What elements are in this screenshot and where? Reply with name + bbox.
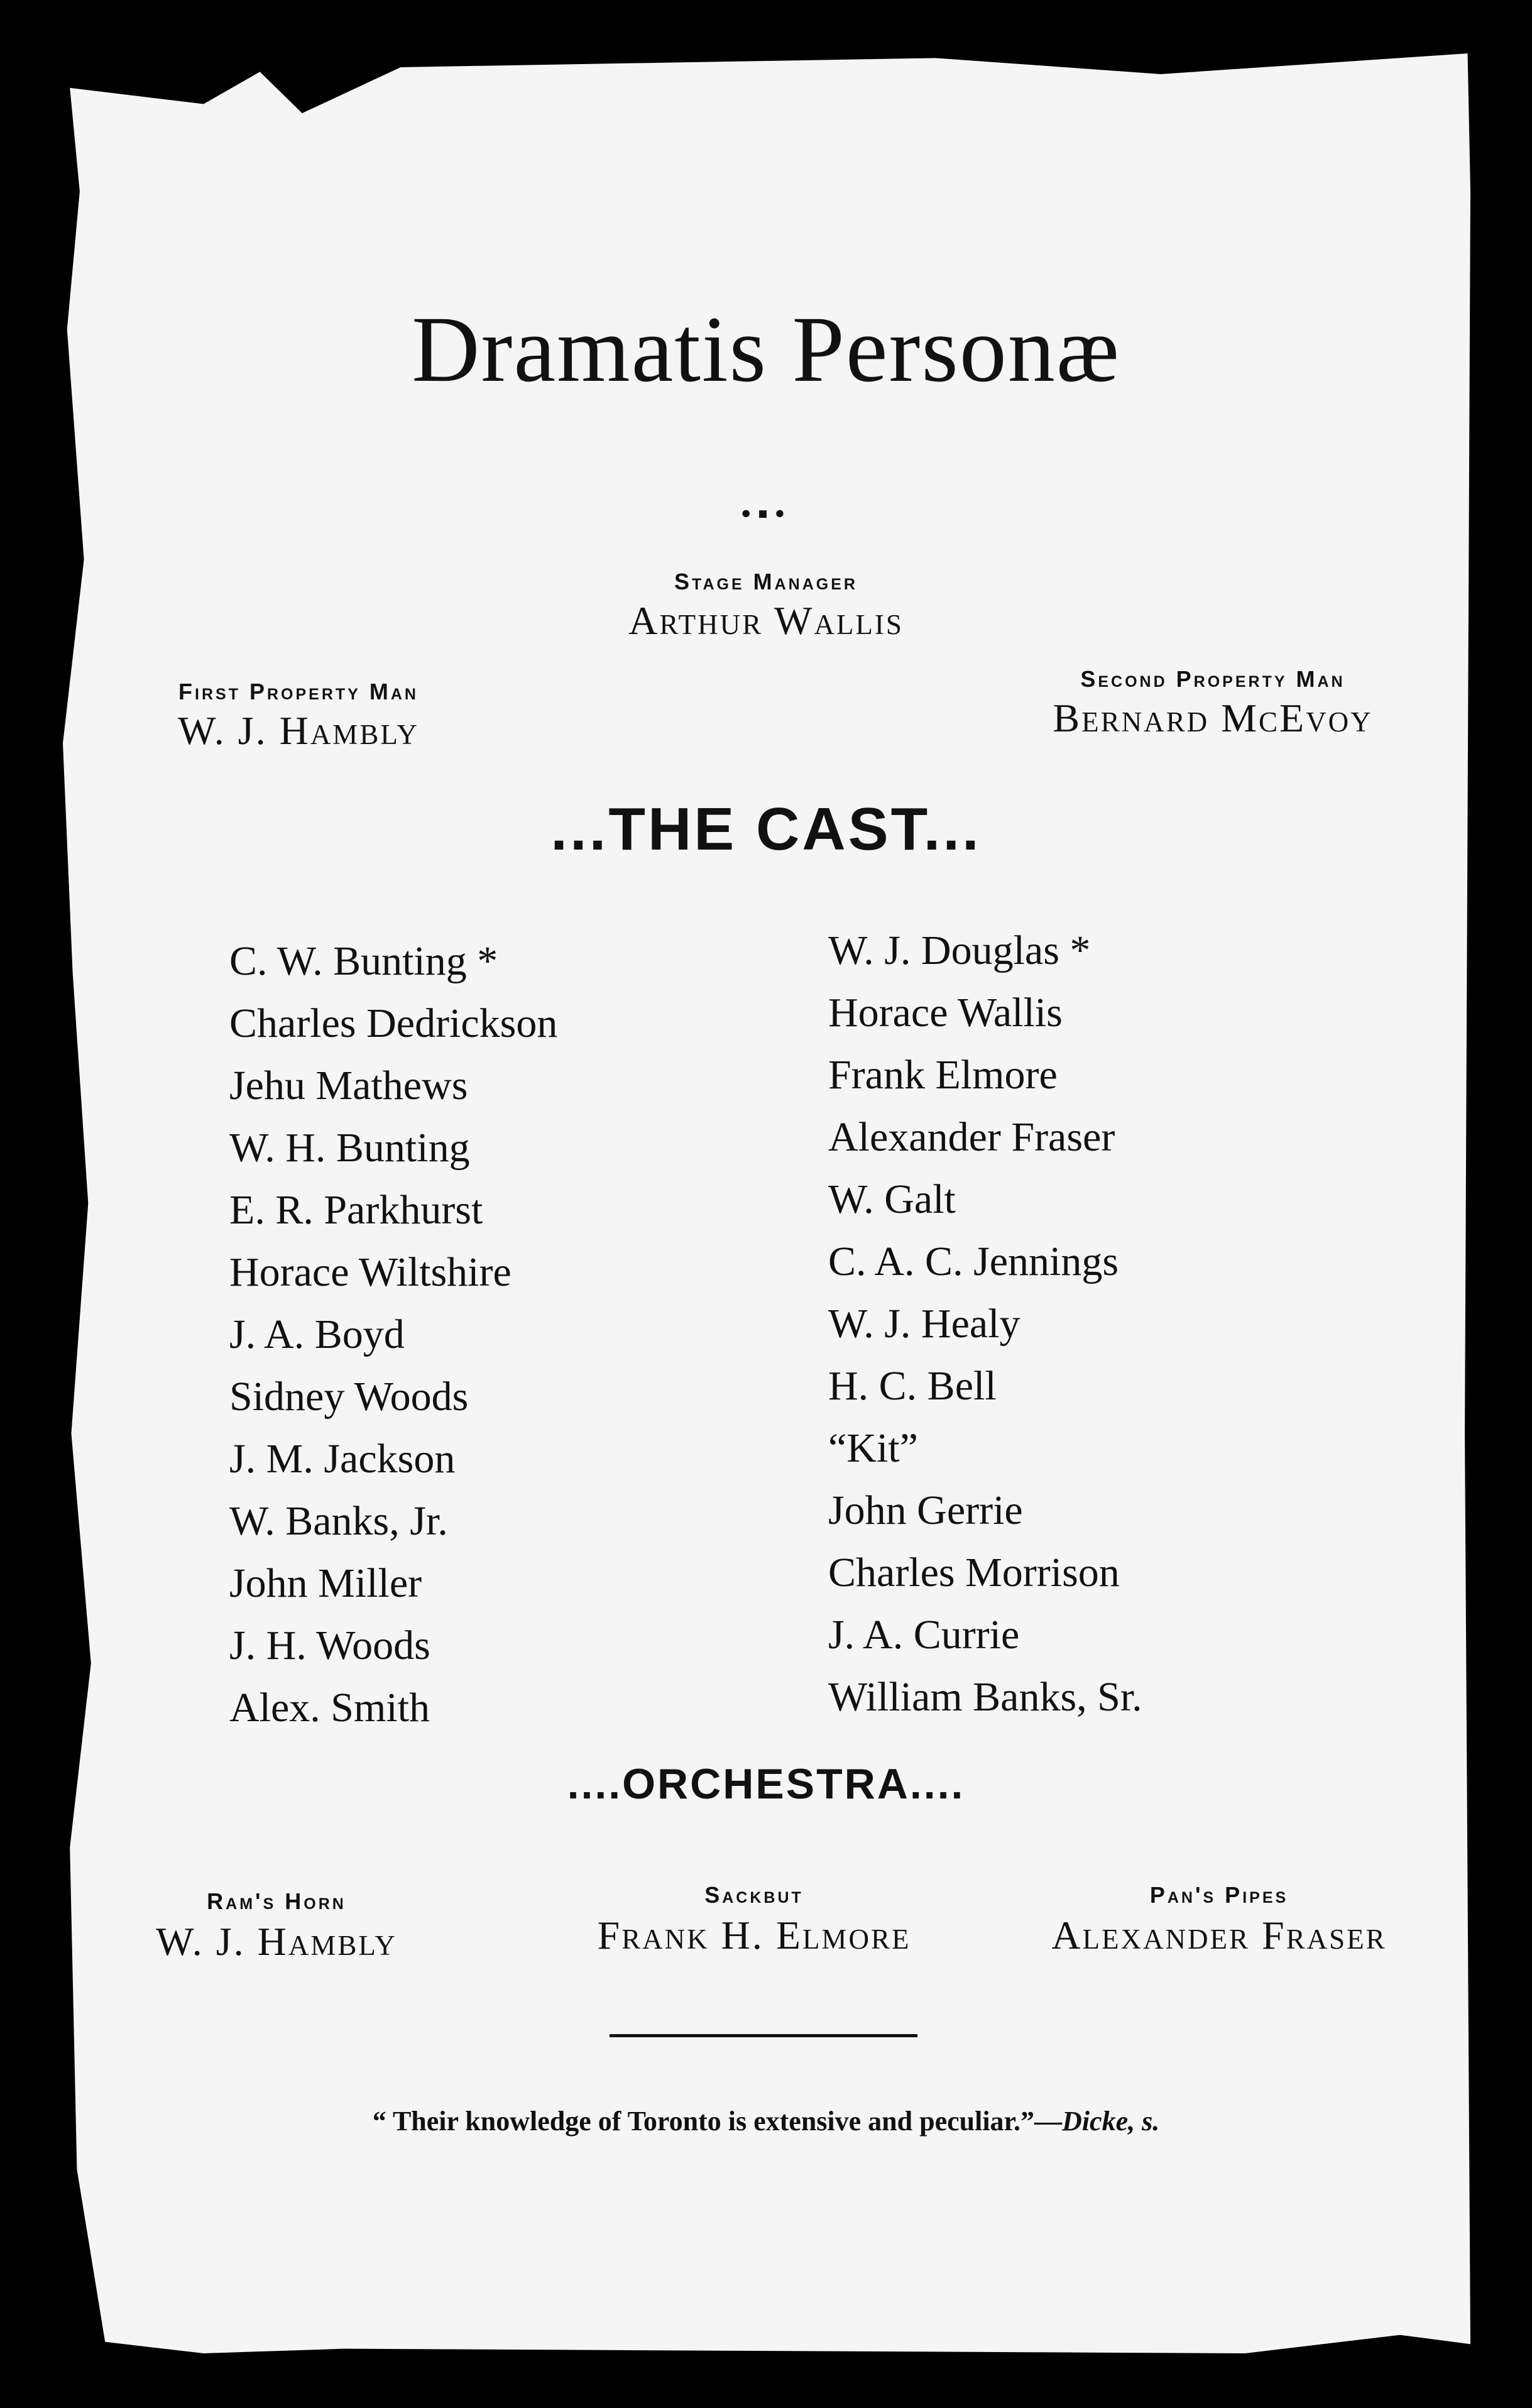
first-property-man-block: [141, 679, 456, 754]
player-name: Alexander Fraser: [1051, 1913, 1387, 1957]
orchestra-member: [107, 1888, 446, 1965]
cast-member: John Miller: [229, 1560, 422, 1606]
stage-manager-block: [0, 569, 1532, 644]
closing-quote: [0, 2105, 1532, 2137]
player-name: W. J. Hambly: [156, 1919, 397, 1964]
cast-member: Jehu Mathews: [229, 1063, 468, 1108]
cast-right-column: [828, 919, 1142, 1728]
first-property-man-role: First Property Man: [178, 679, 419, 704]
instrument-label: Ram's Horn: [207, 1888, 346, 1914]
cast-member: Horace Wallis: [828, 990, 1063, 1036]
cast-member: W. J. Douglas *: [828, 928, 1091, 973]
cast-member: J. H. Woods: [229, 1623, 430, 1668]
cast-member: Charles Morrison: [828, 1550, 1120, 1595]
cast-member: E. R. Parkhurst: [229, 1187, 483, 1233]
cast-member: “Kit”: [828, 1425, 918, 1471]
player-name: Frank H. Elmore: [597, 1913, 911, 1957]
divider-rule: [610, 2034, 917, 2037]
cast-member: W. Galt: [828, 1176, 956, 1222]
cast-member: Alex. Smith: [229, 1685, 430, 1731]
cast-member: J. A. Currie: [828, 1612, 1020, 1658]
cast-member: W. Banks, Jr.: [229, 1498, 448, 1544]
cast-member: Horace Wiltshire: [229, 1249, 512, 1295]
orchestra-member: [534, 1882, 974, 1959]
cast-member: W. J. Healy: [828, 1301, 1020, 1347]
cast-member: C. W. Bunting *: [229, 938, 498, 984]
cast-member: Frank Elmore: [828, 1052, 1058, 1098]
cast-member: Charles Dedrickson: [229, 1000, 558, 1046]
cast-member: W. H. Bunting: [229, 1125, 470, 1171]
cast-member: H. C. Bell: [828, 1363, 997, 1409]
cast-member: C. A. C. Jennings: [828, 1239, 1119, 1284]
cast-member: J. M. Jackson: [229, 1436, 456, 1482]
quote-author: Dicke, s.: [1062, 2106, 1160, 2137]
cast-member: Alexander Fraser: [828, 1114, 1115, 1160]
title-ornament: •▪•: [740, 497, 792, 530]
second-property-man-block: [1024, 666, 1401, 742]
page-title: Dramatis Personæ: [412, 297, 1120, 402]
instrument-label: Sackbut: [704, 1882, 804, 1908]
stage-manager-name: Arthur Wallis: [628, 598, 904, 643]
orchestra-heading: ....ORCHESTRA....: [567, 1760, 965, 1808]
second-property-man-name: Bernard McEvoy: [1053, 696, 1373, 740]
instrument-label: Pan's Pipes: [1149, 1882, 1289, 1908]
cast-member: John Gerrie: [828, 1487, 1023, 1533]
orchestra-member: [999, 1882, 1439, 1959]
stage-manager-role: Stage Manager: [674, 569, 858, 594]
cast-member: Sidney Woods: [229, 1374, 469, 1420]
cast-heading: ...THE CAST...: [550, 796, 982, 863]
first-property-man-name: W. J. Hambly: [178, 708, 419, 753]
quote-text: “ Their knowledge of Toronto is extensive and peculiar.”—: [372, 2106, 1063, 2137]
cast-left-column: [229, 930, 557, 1739]
cast-member: J. A. Boyd: [229, 1311, 405, 1357]
second-property-man-role: Second Property Man: [1080, 666, 1345, 692]
cast-member: William Banks, Sr.: [828, 1674, 1142, 1720]
